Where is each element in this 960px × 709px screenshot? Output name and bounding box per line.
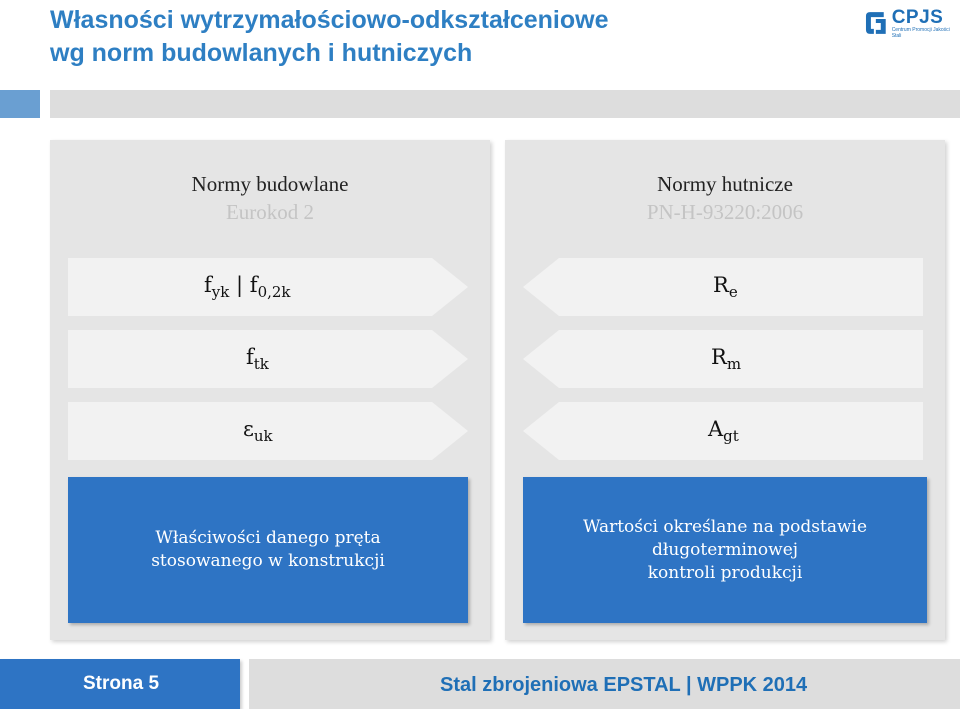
symbol-ftk: $f_{tk}$ <box>246 345 269 373</box>
building-norms-heading: Normy budowlane <box>191 172 349 196</box>
page-number: Strona 5 <box>83 673 160 694</box>
symbol-re: $R_e$ <box>713 273 738 301</box>
production-control-line-3: kontroli produkcji <box>647 562 803 583</box>
logo-name: CPJS <box>891 6 944 28</box>
bar-properties-line-2: stosowanego w konstrukcji <box>151 551 385 571</box>
building-norms-panel <box>50 140 490 640</box>
steelworks-norms-panel <box>505 140 945 640</box>
header-divider-bar <box>50 90 960 118</box>
title-line-2: wg norm budowlanych i hutniczych <box>50 39 473 67</box>
bar-properties-box <box>68 477 468 623</box>
logo-subtitle: Centrum Promocji Jakości Stali <box>891 26 950 39</box>
production-control-line-2: długoterminowej <box>651 539 799 560</box>
steelworks-norms-subheading: PN-H-93220:2006 <box>646 200 804 224</box>
steelworks-norms-header <box>505 170 945 226</box>
cpjs-logo <box>864 8 960 38</box>
symbol-rm: $R_m$ <box>711 345 742 373</box>
production-control-line-1: Wartości określane na podstawie <box>582 516 868 537</box>
building-norms-subheading: Eurokod 2 <box>225 200 315 224</box>
building-norms-header <box>50 170 490 226</box>
bar-properties-line-1: Właściwości danego pręta <box>155 528 381 548</box>
footer-text: Stal zbrojeniowa EPSTAL | WPPK 2014 <box>440 674 808 696</box>
accent-square <box>0 90 40 118</box>
production-control-box <box>523 477 927 623</box>
title-line-1: Własności wytrzymałościowo-odkształceniowe <box>50 6 609 34</box>
symbol-agt: $A_{gt}$ <box>708 417 739 445</box>
steelworks-norms-heading: Normy hutnicze <box>657 172 793 196</box>
symbol-fyk-f02k: $f_{yk}$ | $f_{0,2k}$ <box>204 273 291 301</box>
page-title <box>50 4 608 70</box>
symbol-epsilon-uk: $\varepsilon_{uk}$ <box>243 417 273 445</box>
cpjs-logo-icon <box>864 10 888 36</box>
